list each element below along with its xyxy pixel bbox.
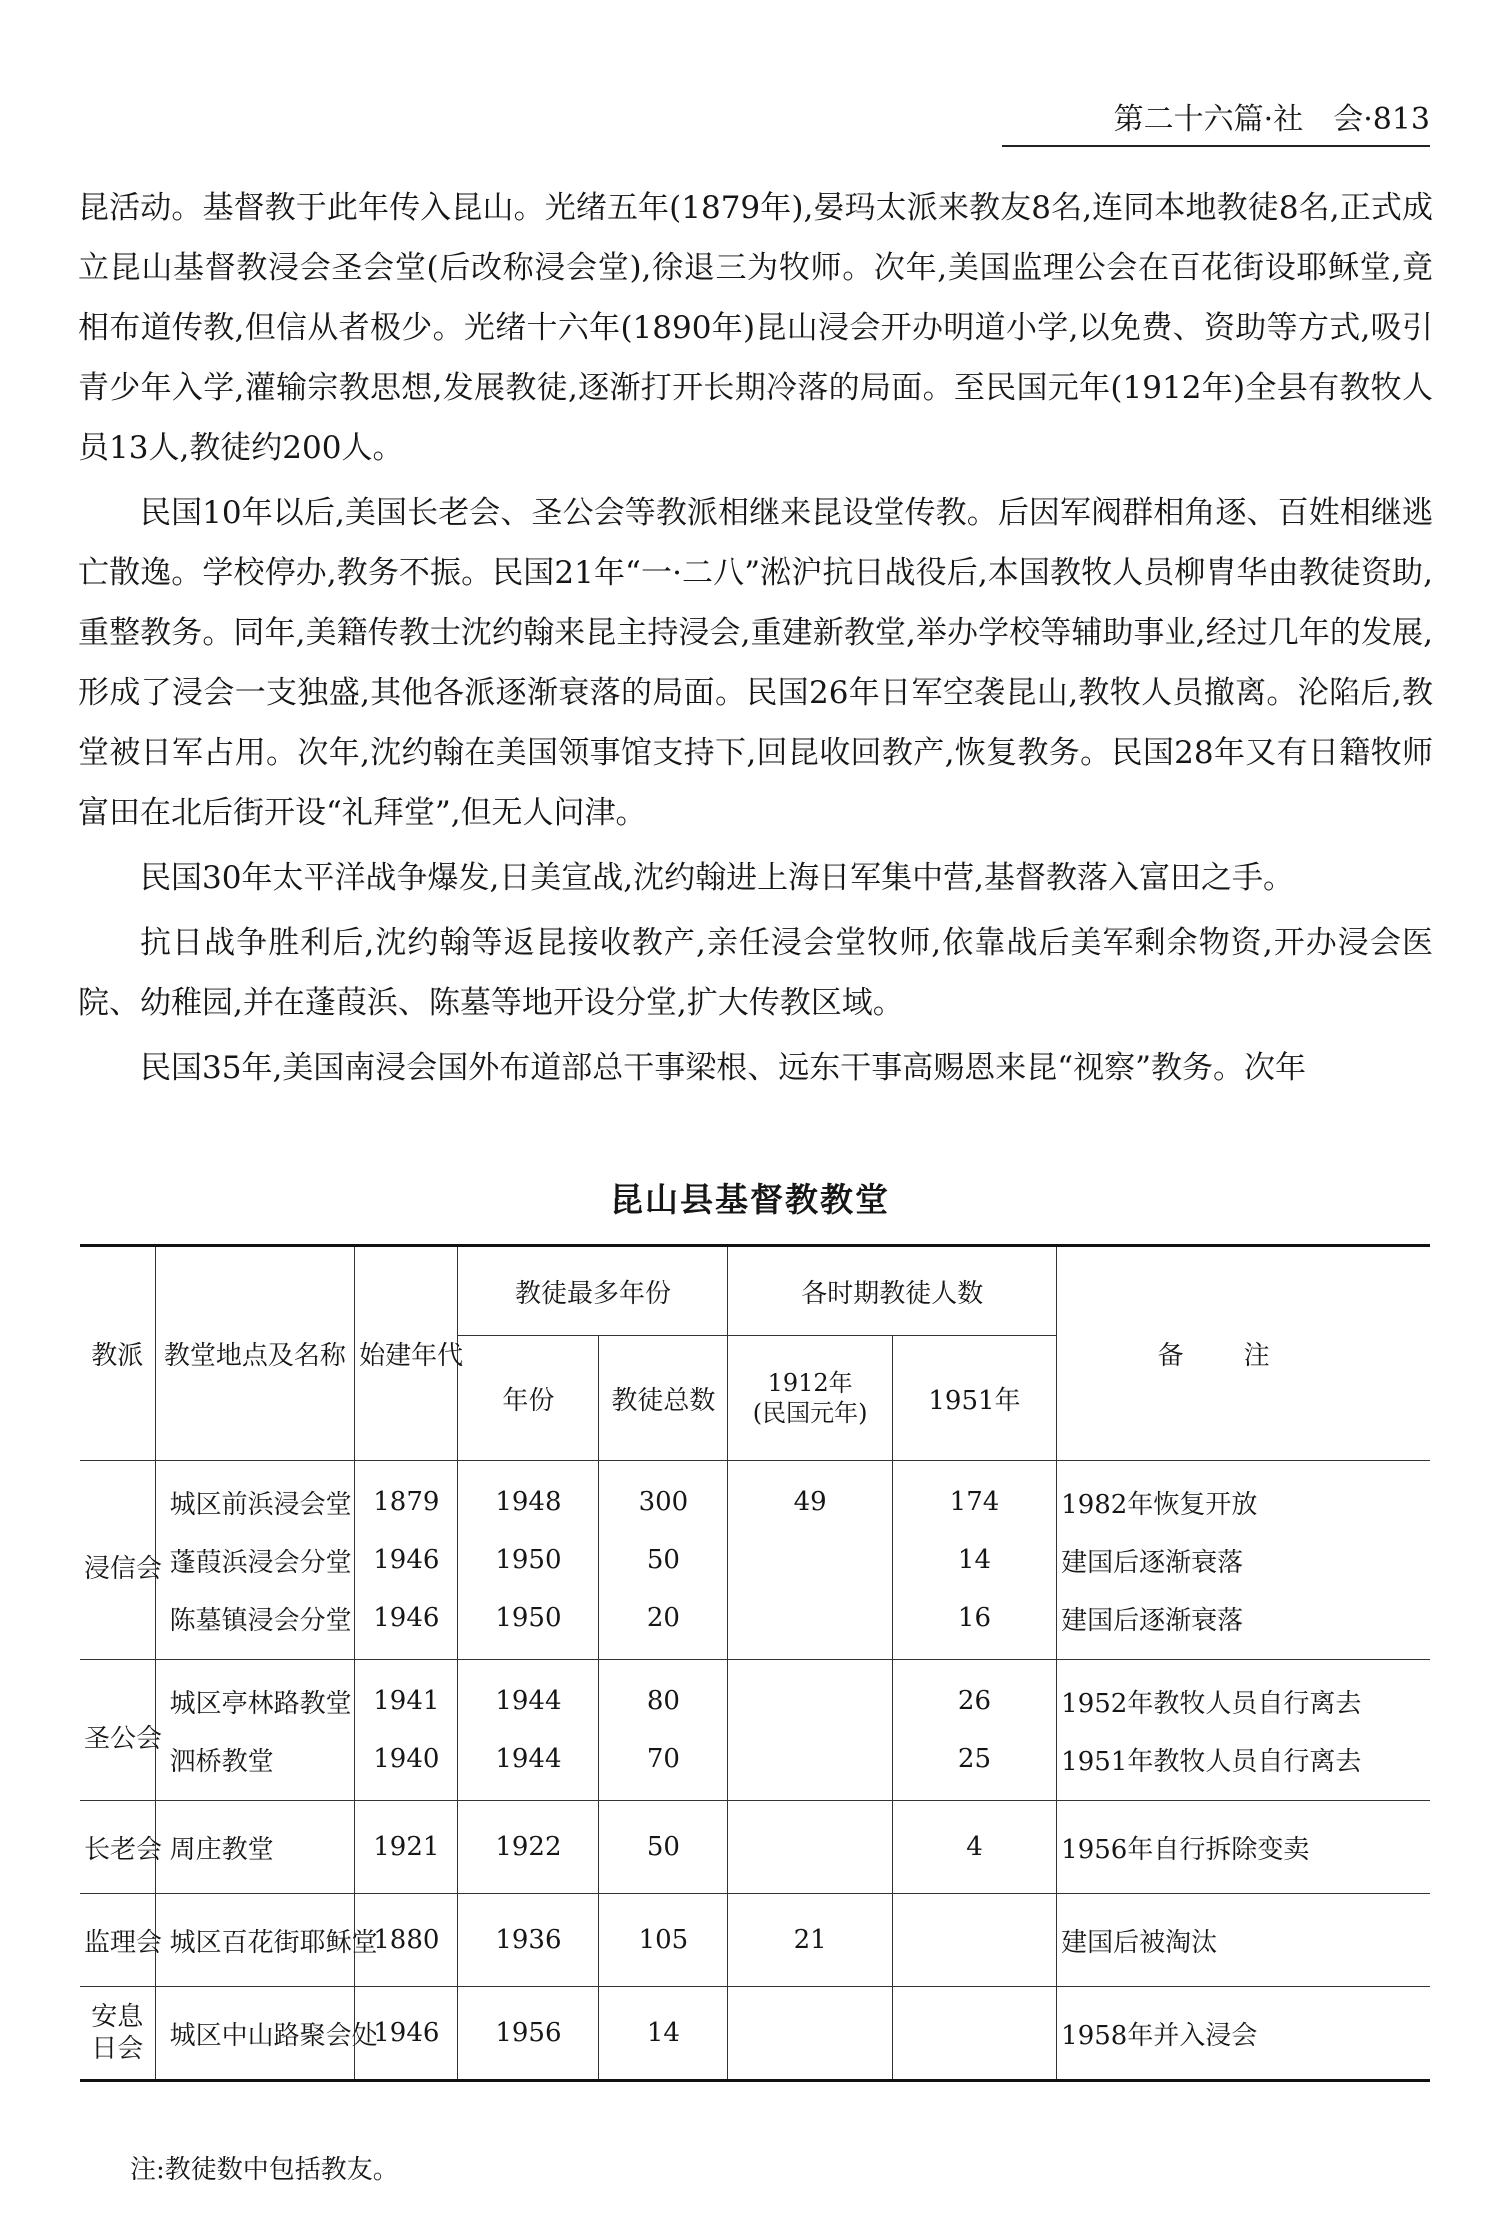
founded-cell: 1879 [355,1461,458,1532]
running-head: 第二十六篇·社 会·813 [1113,102,1430,137]
sect-line: 日会 [91,2034,144,2064]
peak-year-cell: 1944 [458,1660,599,1731]
note-cell: 建国后逐渐衰落 [1057,1531,1430,1589]
peak-year-cell: 1956 [458,1987,599,2081]
table-row [80,1461,1430,1532]
header-1951: 1951年 [892,1336,1056,1461]
y1951-cell: 25 [892,1730,1056,1801]
table-row [80,1801,1430,1894]
y1912-cell: 21 [728,1894,892,1987]
sect-line: 安息 [91,2002,144,2032]
peak-year-cell: 1948 [458,1461,599,1532]
sect-cell: 浸信会 [80,1461,155,1660]
table-row [80,1894,1430,1987]
y1951-cell: 174 [892,1461,1056,1532]
y1951-cell: 4 [892,1801,1056,1894]
founded-cell: 1941 [355,1660,458,1731]
founded-cell: 1921 [355,1801,458,1894]
sect-cell: 圣公会 [80,1660,155,1801]
header-place: 教堂地点及名称 [155,1246,355,1461]
y1912-cell [728,1730,892,1801]
y1951-cell: 16 [892,1589,1056,1660]
body-text [78,178,1433,1103]
note-cell: 1951年教牧人员自行离去 [1057,1730,1430,1801]
founded-cell: 1946 [355,1589,458,1660]
paragraph: 民国10年以后,美国长老会、圣公会等教派相继来昆设堂传教。后因军阀群相角逐、百姓相继逃亡散逸。学校停办,教务不振。民国21年“一·二八”淞沪抗日战役后,本国教牧人员柳胄华由教徒资助,重整教务。同年,美籍传教士沈约翰来昆主持浸会,重建新教堂,举办学校等辅助事业,经过几年的发展,形成了浸会一支独盛,其他各派逐渐衰落的局面。民国26年日军空袭昆山,教牧人员撤离。沦陷后,教堂被日军占用。次年,沈约翰在美国领事馆支持下,回昆收回教产,恢复教务。民国28年又有日籍牧师富田在北后街开设“礼拜堂”,但无人问津。 [78,495,1433,831]
y1951-cell: 14 [892,1531,1056,1589]
note-cell: 建国后逐渐衰落 [1057,1589,1430,1660]
header-peak-year: 年份 [458,1336,599,1461]
peak-total-cell: 80 [599,1660,728,1731]
peak-year-cell: 1944 [458,1730,599,1801]
paragraph: 民国35年,美国南浸会国外布道部总干事梁根、远东干事高赐恩来昆“视察”教务。次年 [140,1050,1306,1086]
note-cell: 1956年自行拆除变卖 [1057,1801,1430,1894]
founded-cell: 1940 [355,1730,458,1801]
header-peak: 教徒最多年份 [458,1246,728,1336]
place-cell: 陈墓镇浸会分堂 [155,1589,355,1660]
header-rule [1002,145,1430,147]
paragraph: 抗日战争胜利后,沈约翰等返昆接收教产,亲任浸会堂牧师,依靠战后美军剩余物资,开办浸会医院、幼稚园,并在蓬葭浜、陈墓等地开设分堂,扩大传教区域。 [78,925,1433,1021]
y1912-cell [728,1531,892,1589]
place-cell: 城区前浜浸会堂 [155,1461,355,1532]
table-row [80,1987,1430,2081]
place-cell: 城区中山路聚会处 [155,1987,355,2081]
header-founded: 始建年代 [355,1246,458,1461]
table-footnote: 注:教徒数中包括教友。 [130,2155,399,2185]
peak-year-cell: 1950 [458,1531,599,1589]
place-cell: 周庄教堂 [155,1801,355,1894]
place-cell: 城区百花街耶稣堂 [155,1894,355,1987]
sect-cell: 长老会 [80,1801,155,1894]
header-1912 [728,1336,892,1461]
note-cell: 1982年恢复开放 [1057,1461,1430,1532]
founded-cell: 1946 [355,1987,458,2081]
header-1912-year: 1912年 [767,1369,853,1397]
note-cell: 1958年并入浸会 [1057,1987,1430,2081]
founded-cell: 1880 [355,1894,458,1987]
sect-cell [80,1987,155,2081]
table-title: 昆山县基督教教堂 [610,1180,890,1219]
y1951-cell [892,1894,1056,1987]
peak-year-cell: 1936 [458,1894,599,1987]
note-cell: 1952年教牧人员自行离去 [1057,1660,1430,1731]
place-cell: 蓬葭浜浸会分堂 [155,1531,355,1589]
header-peak-total: 教徒总数 [599,1336,728,1461]
header-1912-era: (民国元年) [752,1399,868,1427]
peak-total-cell: 300 [599,1461,728,1532]
y1912-cell [728,1987,892,2081]
header-notes: 备注 [1057,1246,1430,1461]
y1951-cell: 26 [892,1660,1056,1731]
place-cell: 泗桥教堂 [155,1730,355,1801]
y1912-cell [728,1589,892,1660]
peak-year-cell: 1922 [458,1801,599,1894]
peak-total-cell: 50 [599,1801,728,1894]
y1951-cell [892,1987,1056,2081]
y1912-cell [728,1801,892,1894]
paragraph: 民国30年太平洋战争爆发,日美宣战,沈约翰进上海日军集中营,基督教落入富田之手。 [140,860,1295,896]
paragraph: 昆活动。基督教于此年传入昆山。光绪五年(1879年),晏玛太派来教友8名,连同本地教徒8名,正式成立昆山基督教浸会圣会堂(后改称浸会堂),徐退三为牧师。次年,美国监理公会在百花街设耶稣堂,竟相布道传教,但信从者极少。光绪十六年(1890年)昆山浸会开办明道小学,以免费、资助等方式,吸引青少年入学,灌输宗教思想,发展教徒,逐渐打开长期冷落的局面。至民国元年(1912年)全县有教牧人员13人,教徒约200人。 [78,190,1433,466]
table-row [80,1531,1430,1589]
y1912-cell [728,1660,892,1731]
peak-total-cell: 70 [599,1730,728,1801]
peak-total-cell: 105 [599,1894,728,1987]
church-table [80,1244,1430,2082]
note-cell: 建国后被淘汰 [1057,1894,1430,1987]
peak-total-cell: 50 [599,1531,728,1589]
header-sect: 教派 [80,1246,155,1461]
header-periods: 各时期教徒人数 [728,1246,1057,1336]
founded-cell: 1946 [355,1531,458,1589]
sect-cell: 监理会 [80,1894,155,1987]
peak-total-cell: 20 [599,1589,728,1660]
place-cell: 城区亭林路教堂 [155,1660,355,1731]
table-row [80,1660,1430,1731]
table-row [80,1730,1430,1801]
peak-year-cell: 1950 [458,1589,599,1660]
y1912-cell: 49 [728,1461,892,1532]
peak-total-cell: 14 [599,1987,728,2081]
table-row [80,1589,1430,1660]
